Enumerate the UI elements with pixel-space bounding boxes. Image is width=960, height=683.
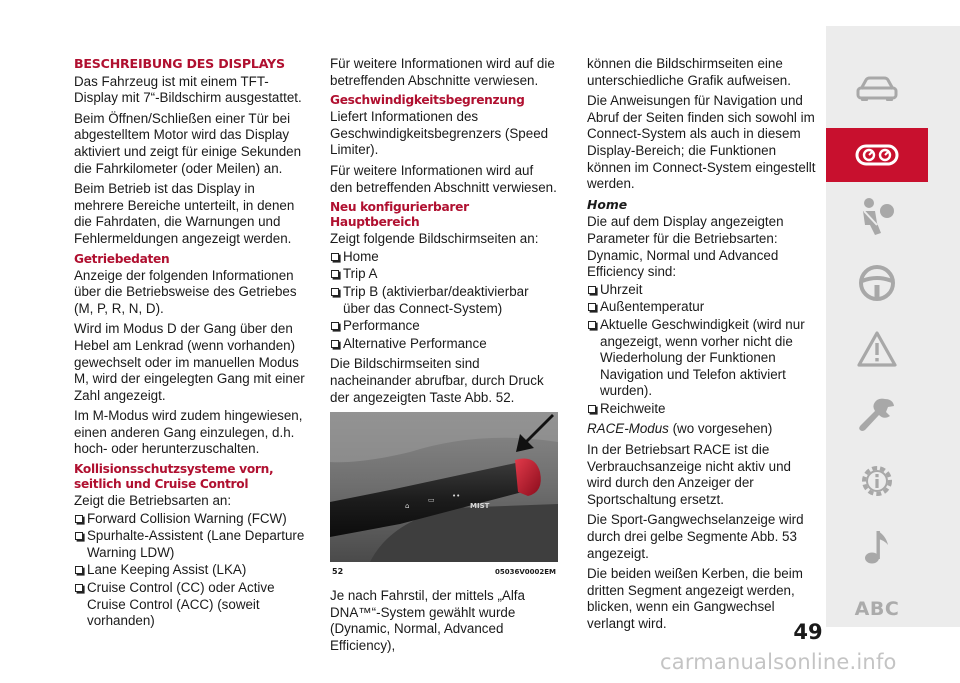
figure-52-wiper-stalk <box>330 412 558 578</box>
paragraph: Die auf dem Display angezeigten Parameter für die Betriebsarten: Dynamic, Normal und Advanced Efficiency sind: <box>587 214 784 280</box>
wiper-stalk-photo <box>330 412 558 578</box>
list-item: Aktuelle Geschwindigkeit (wird nur angezeigt, wenn vorher nicht die Wiederholung der Funktionen Navigation und Telefon aktiviert wurden). <box>587 317 819 400</box>
subheading-kollisionsschutz: Kollisionsschutzsysteme vorn, seitlich und Cruise Control <box>74 462 274 492</box>
paragraph: Wird im Modus D der Gang über den Hebel am Lenkrad (wenn vorhanden) gewechselt oder im manuellen Modus M, wird der eingelegten Gang mit einer Zahl angezeigt. <box>74 321 305 403</box>
watermark: carmanualsonline.info <box>660 650 897 674</box>
paragraph: Zeigt die Betriebsarten an: <box>74 493 232 509</box>
list-item: Alternative Performance <box>330 336 558 353</box>
list-item: Home <box>330 249 558 266</box>
bullet-list-betriebsarten <box>74 511 306 630</box>
paragraph: können die Bildschirmseiten eine unterschiedliche Grafik aufweisen. <box>587 56 791 88</box>
nav-index[interactable] <box>826 582 928 636</box>
svg-text:▭: ▭ <box>428 496 435 505</box>
race-mode-label: RACE-Modus <box>587 421 669 437</box>
seatbelt-airbag-icon <box>855 197 899 237</box>
nav-warnings[interactable] <box>826 322 928 376</box>
svg-text:⌂: ⌂ <box>405 502 410 511</box>
list-item: Uhrzeit <box>587 282 819 299</box>
list-item: Spurhalte-Assistent (Lane Departure Warning LDW) <box>74 528 306 561</box>
wrench-icon <box>857 395 897 435</box>
nav-maintenance[interactable] <box>826 388 928 442</box>
figure-code: 05036V0002EM <box>494 568 556 577</box>
paragraph: Beim Öffnen/Schließen einer Tür bei abgestelltem Motor wird das Display aktiviert und zeigt für einige Sekunden die Fahrkilometer (oder Meilen) an. <box>74 110 302 176</box>
paragraph: Beim Betrieb ist das Display in mehrere Bereiche unterteilt, in denen die Fahrdaten, die Warnungen und Fehlermeldungen angezeigt werden. <box>74 181 295 246</box>
list-item: Cruise Control (CC) oder Active Cruise Control (ACC) (soweit vorhanden) <box>74 580 306 630</box>
paragraph: Die Bildschirmseiten sind nacheinander abrufbar, durch Druck der angezeigten Taste Abb. 52. <box>330 356 544 405</box>
paragraph: Die Anweisungen für Navigation und Abruf der Seiten finden sich sowohl im Connect-System als auch in diesem Display-Bereich; die Funktionen können im Connect-System eingestellt werden. <box>587 93 816 192</box>
subheading-getriebedaten: Getriebedaten <box>74 251 170 266</box>
paragraph: Im M-Modus wird zudem hingewiesen, einen anderen Gang einzulegen, d.h. hoch- oder herunterzuschalten. <box>74 408 303 457</box>
race-mode-line <box>587 421 819 438</box>
list-item: Performance <box>330 318 558 335</box>
paragraph: Für weitere Informationen wird auf die betreffenden Abschnitte verwiesen. <box>330 56 555 88</box>
abc-index-icon: ABC <box>854 598 900 620</box>
list-item: Lane Keeping Assist (LKA) <box>74 562 306 579</box>
bullet-list-home-parameter <box>587 282 819 418</box>
paragraph: Das Fahrzeug ist mit einem TFT-Display mit 7“-Bildschirm ausgestattet. <box>74 73 302 106</box>
subheading-hauptbereich: Neu konfigurierbarer Hauptbereich <box>330 200 469 230</box>
paragraph: Liefert Informationen des Geschwindigkeitsbegrenzers (Speed Limiter). <box>330 109 549 158</box>
list-item: Außentemperatur <box>587 299 819 316</box>
svg-text:••: •• <box>452 492 461 501</box>
nav-technical-data[interactable] <box>826 454 928 508</box>
paragraph: Je nach Fahrstil, der mittels „Alfa DNA™“-System gewählt wurde (Dynamic, Normal, Advanced Efficiency), <box>330 588 525 653</box>
list-item: Reichweite <box>587 401 819 418</box>
list-item: Forward Collision Warning (FCW) <box>74 511 306 528</box>
subheading-home: Home <box>587 196 628 212</box>
paragraph: Die beiden weißen Kerben, die beim dritten Segment angezeigt werden, blicken, wenn ein Gangwechsel verlangt wird. <box>587 566 803 631</box>
race-mode-note: (wo vorgesehen) <box>668 421 773 437</box>
subheading-geschwindigkeitsbegrenzung: Geschwindigkeitsbegrenzung <box>330 93 525 108</box>
nav-safety[interactable] <box>826 190 928 244</box>
car-icon <box>855 75 899 103</box>
text-column-2 <box>330 56 558 658</box>
paragraph: Anzeige der folgenden Informationen über die Betriebsweise des Getriebes (M, P, R, N, D). <box>74 267 297 316</box>
dashboard-gauges-icon <box>855 144 899 166</box>
nav-dashboard[interactable] <box>826 128 928 182</box>
section-heading-display: BESCHREIBUNG DES DISPLAYS <box>74 56 285 71</box>
bullet-list-bildschirmseiten <box>330 249 558 353</box>
list-item: Trip A <box>330 266 558 283</box>
steering-wheel-icon <box>857 263 897 303</box>
nav-car[interactable] <box>826 62 928 116</box>
paragraph: Für weitere Informationen wird auf den betreffenden Abschnitt verwiesen. <box>330 162 557 195</box>
list-item: Trip B (aktivierbar/deaktivierbar über das Connect-System) <box>330 284 558 317</box>
figure-number: 52 <box>332 567 344 577</box>
paragraph: Die Sport-Gangwechselanzeige wird durch drei gelbe Segmente Abb. 53 angezeigt. <box>587 512 804 561</box>
svg-text:MIST: MIST <box>470 502 490 511</box>
page-number: 49 <box>793 620 823 644</box>
text-column-1 <box>74 56 306 634</box>
chapter-sidebar <box>826 26 960 627</box>
paragraph: In der Betriebsart RACE ist die Verbrauchsanzeige nicht aktiv und wird durch den Anzeiger der Sportschaltung ersetzt. <box>587 442 791 507</box>
settings-info-gear-icon <box>857 461 897 501</box>
music-note-icon <box>862 528 892 566</box>
paragraph: Zeigt folgende Bildschirmseiten an: <box>330 231 539 247</box>
nav-multimedia[interactable] <box>826 520 928 574</box>
warning-triangle-icon <box>856 330 898 368</box>
text-column-3 <box>587 56 819 637</box>
nav-driving[interactable] <box>826 256 928 310</box>
